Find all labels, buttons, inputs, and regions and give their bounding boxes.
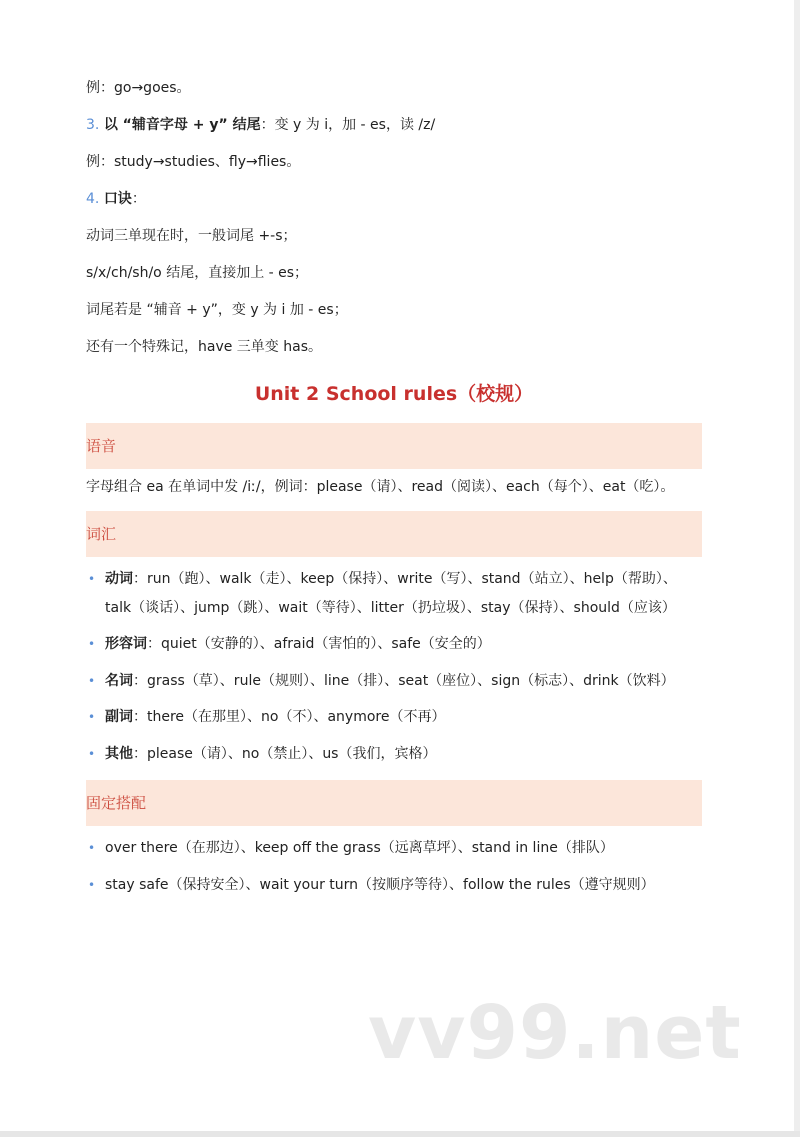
- example-line: 例：go→goes。: [86, 80, 191, 96]
- section-header-phonics: [86, 423, 702, 469]
- rule-text: ：变 y 为 i，加 - es，读 /z/: [260, 117, 436, 133]
- vocabulary-list: [86, 565, 702, 768]
- rule-number: 3.: [86, 117, 100, 133]
- verse-line-3: 词尾若是 “辅音 + y”，变 y 为 i 加 - es；: [86, 302, 348, 318]
- rule-heading: 口诀: [103, 191, 132, 207]
- document-content: [86, 78, 702, 911]
- item-text: ：run（跑）、walk（走）、keep（保持）、write（写）、stand（站立）、help（帮助）、talk（谈话）、jump（跳）、wait（等待）、litter（扔垃圾）、stay（保持）、should（应该）: [105, 571, 677, 616]
- rule-3: [86, 115, 702, 135]
- list-item: [86, 630, 702, 659]
- item-text: stay safe（保持安全）、wait your turn（按顺序等待）、follow the rules（遵守规则）: [105, 876, 655, 893]
- list-item: [86, 703, 702, 732]
- bullet-icon: •: [88, 841, 96, 855]
- item-text: ：there（在那里）、no（不）、anymore（不再）: [133, 709, 446, 725]
- example-line: 例：study→studies、fly→flies。: [86, 154, 301, 170]
- bullet-icon: •: [88, 673, 96, 688]
- verse-line-4: 还有一个特殊记，have 三单变 has。: [86, 339, 322, 355]
- section-header-phrases: [86, 780, 702, 826]
- item-label: 名词: [105, 672, 133, 689]
- phonics-text: 字母组合 ea 在单词中发 /iː/，例词：please（请）、read（阅读）、each（每个）、eat（吃）。: [86, 479, 675, 495]
- list-item: [86, 834, 702, 863]
- item-text: ：grass（草）、rule（规则）、line（排）、seat（座位）、sign（标志）、drink（饮料）: [133, 672, 675, 689]
- item-text: over there（在那边）、keep off the grass（远离草坪）、stand in line（排队）: [105, 840, 614, 856]
- rule-text: ：: [131, 191, 146, 207]
- item-label: 动词: [105, 571, 133, 587]
- bullet-icon: •: [88, 877, 96, 892]
- bullet-icon: •: [88, 572, 96, 586]
- section-title: 词汇: [86, 525, 117, 543]
- rule-4: [86, 189, 702, 209]
- section-header-vocabulary: [86, 511, 702, 557]
- rule-heading: 以 “辅音字母 + y” 结尾: [103, 117, 261, 133]
- phrases-list: [86, 834, 702, 899]
- list-item: [86, 871, 702, 900]
- item-text: ：quiet（安静的）、afraid（害怕的）、safe（安全的）: [147, 636, 491, 652]
- list-item: [86, 565, 702, 622]
- page-edge-bottom: [0, 1131, 800, 1137]
- item-label: 副词: [105, 709, 133, 725]
- page-edge-right: [794, 0, 800, 1137]
- verse-line-1: 动词三单现在时，一般词尾 +-s；: [86, 228, 297, 244]
- item-label: 形容词: [105, 636, 147, 652]
- bullet-icon: •: [88, 637, 96, 651]
- bullet-icon: •: [88, 710, 96, 724]
- rule-number: 4.: [86, 191, 100, 207]
- list-item: [86, 667, 702, 696]
- section-title: 语音: [86, 437, 117, 455]
- list-item: [86, 740, 702, 769]
- item-text: ：please（请）、no（禁止）、us（我们，宾格）: [133, 745, 437, 762]
- bullet-icon: •: [88, 746, 96, 761]
- item-label: 其他: [105, 745, 133, 762]
- watermark: vv99.net: [368, 990, 742, 1076]
- verse-line-2: s/x/ch/sh/o 结尾，直接加上 - es；: [86, 265, 309, 281]
- section-title: 固定搭配: [86, 794, 147, 812]
- unit-title: Unit 2 School rules（校规）: [254, 383, 534, 405]
